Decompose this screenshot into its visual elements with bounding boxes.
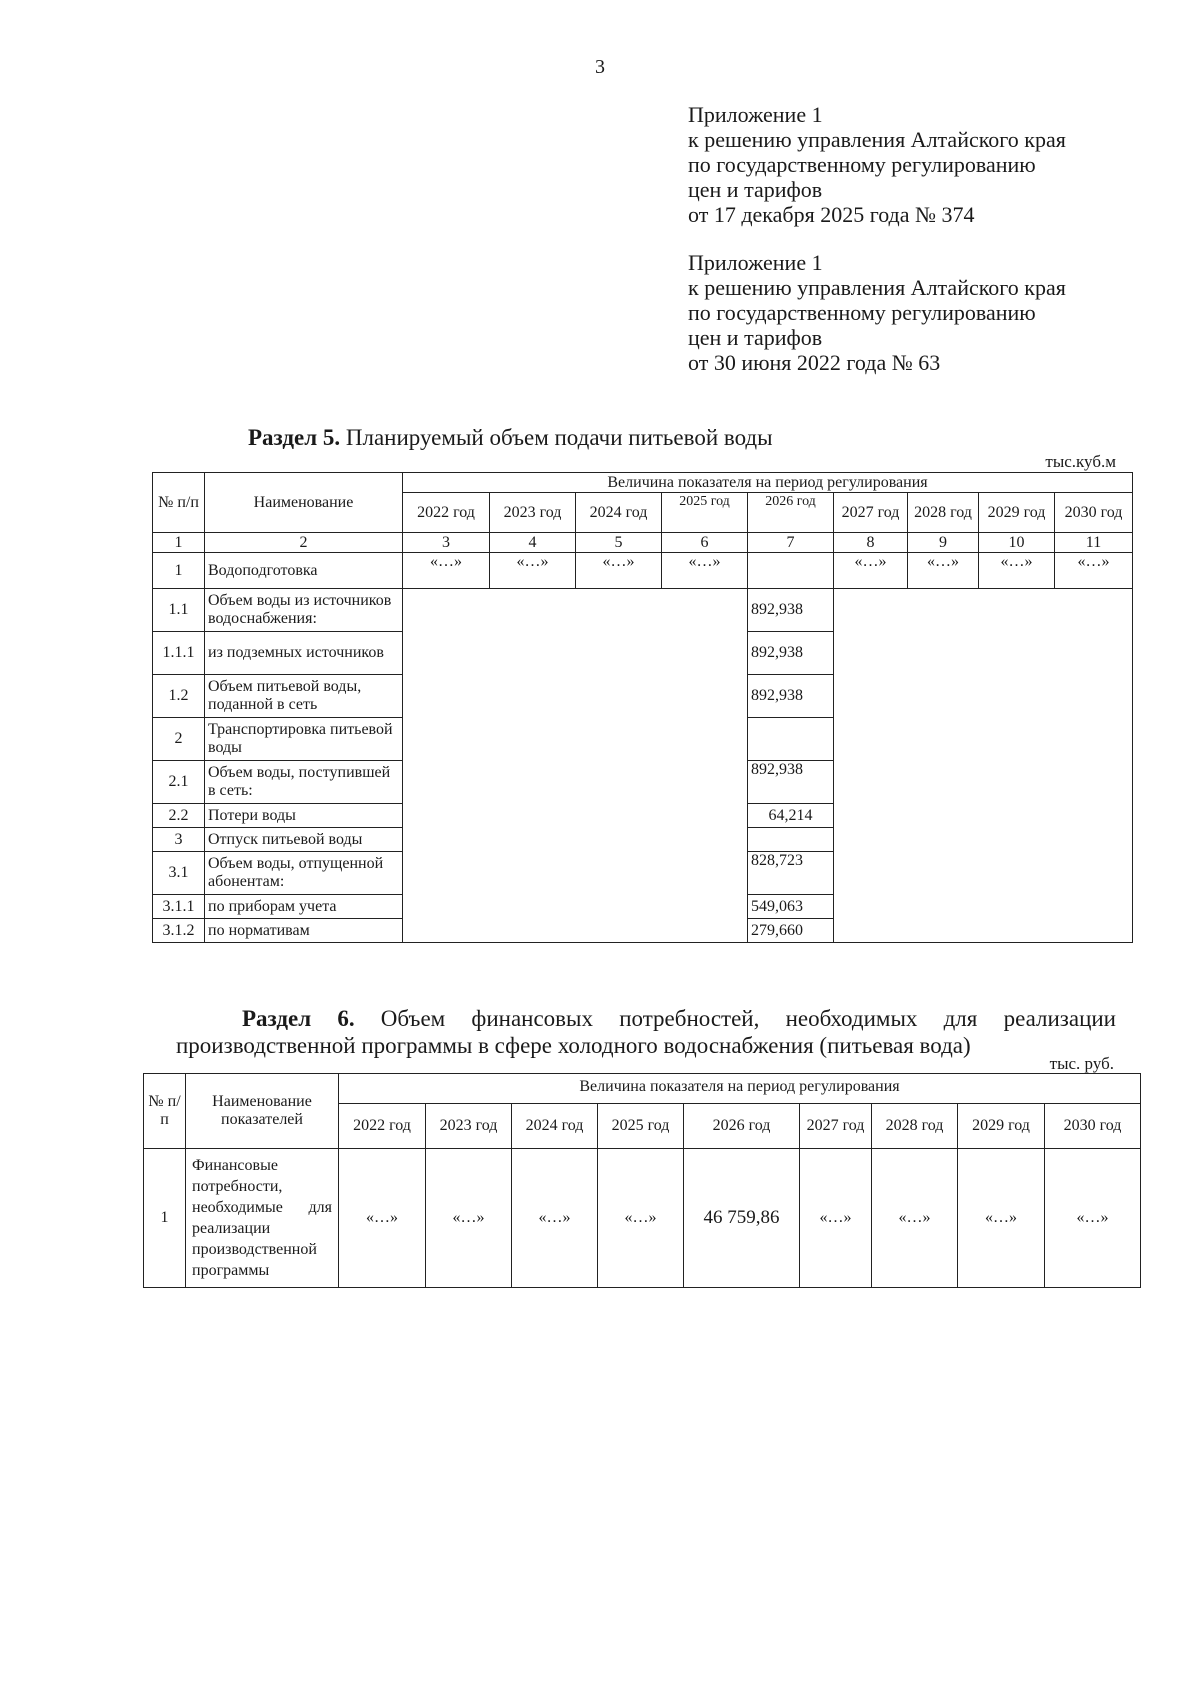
row-num: 2.1 [153, 761, 205, 804]
row-name: Объем питьевой воды, поданной в сеть [205, 675, 403, 718]
header-year: 2024 год [512, 1104, 598, 1149]
header-year: 2027 год [800, 1104, 872, 1149]
row-name: по нормативам [205, 919, 403, 943]
cell-value-2026: 892,938 [748, 761, 834, 804]
appendix-line: по государственному регулированию [688, 152, 1036, 177]
row-name: Водоподготовка [205, 553, 403, 589]
cell-value: «…» [958, 1149, 1045, 1288]
col-number: 11 [1055, 533, 1133, 553]
cell-value: «…» [834, 553, 908, 589]
appendix-line: Приложение 1 [688, 250, 823, 275]
cell-value: «…» [1055, 553, 1133, 589]
cell-value: «…» [1045, 1149, 1141, 1288]
appendix-line: по государственному регулированию [688, 300, 1036, 325]
row-num: 3.1.1 [153, 895, 205, 919]
row-name: по приборам учета [205, 895, 403, 919]
header-year: 2027 год [834, 493, 908, 533]
section5-title [248, 424, 773, 451]
row-num: 3.1.2 [153, 919, 205, 943]
section6-title-text: Объем финансовых потребностей, необходимых для реализации производственной программы в сфере холодного водоснабжения (питьевая вода) [176, 1006, 1116, 1058]
header-year: 2028 год [908, 493, 979, 533]
table-row [144, 1149, 1141, 1288]
appendix-line: к решению управления Алтайского края [688, 275, 1066, 300]
cell-value: «…» [403, 553, 490, 589]
row-name: Объем воды, поступившей в сеть: [205, 761, 403, 804]
header-year: 2026 год [684, 1104, 800, 1149]
cell-value: «…» [426, 1149, 512, 1288]
appendix-line: к решению управления Алтайского края [688, 127, 1066, 152]
empty-block-2022-2025 [403, 589, 748, 943]
section5-table [152, 472, 1133, 943]
cell-value: «…» [872, 1149, 958, 1288]
header-name: Наименование [205, 473, 403, 533]
appendix-line: цен и тарифов [688, 177, 823, 202]
section6-title-bold: Раздел 6. [242, 1006, 355, 1031]
row-name: Объем воды, отпущенной абонентам: [205, 852, 403, 895]
header-period: Величина показателя на период регулирования [339, 1074, 1141, 1104]
empty-block-2027-2030 [834, 589, 1133, 943]
header-year: 2023 год [426, 1104, 512, 1149]
cell-value: «…» [576, 553, 662, 589]
cell-value-2026: 46 759,86 [684, 1149, 800, 1288]
appendix-line: от 17 декабря 2025 года № 374 [688, 202, 975, 227]
col-number: 3 [403, 533, 490, 553]
cell-value: «…» [339, 1149, 426, 1288]
row-num: 2 [153, 718, 205, 761]
col-number: 8 [834, 533, 908, 553]
cell-value: «…» [800, 1149, 872, 1288]
cell-value: «…» [512, 1149, 598, 1288]
col-number: 9 [908, 533, 979, 553]
row-num: 1.1 [153, 589, 205, 632]
section6-table [143, 1073, 1141, 1288]
header-year: 2023 год [490, 493, 576, 533]
col-number: 1 [153, 533, 205, 553]
section5-unit: тыс.куб.м [1045, 452, 1116, 471]
row-num: 3.1 [153, 852, 205, 895]
header-year: 2022 год [339, 1104, 426, 1149]
appendix-line: Приложение 1 [688, 102, 823, 127]
col-number: 10 [979, 533, 1055, 553]
appendix-current-header [688, 102, 1066, 227]
row-num: 1 [153, 553, 205, 589]
cell-value-2026 [748, 718, 834, 761]
section5-title-bold: Раздел 5. [248, 425, 341, 450]
row-name: Финансовые потребности, необходимые для реализации производственной программы [186, 1149, 339, 1288]
section5-title-text: Планируемый объем подачи питьевой воды [340, 425, 773, 450]
cell-value: «…» [979, 553, 1055, 589]
col-number: 4 [490, 533, 576, 553]
cell-value-2026: 279,660 [748, 919, 834, 943]
col-number: 5 [576, 533, 662, 553]
row-name: из подземных источников [205, 632, 403, 675]
cell-value: «…» [908, 553, 979, 589]
cell-value: «…» [490, 553, 576, 589]
cell-value-2026: 892,938 [748, 589, 834, 632]
table-row [153, 553, 1133, 589]
cell-value-2026: 828,723 [748, 852, 834, 895]
cell-value-2026: 549,063 [748, 895, 834, 919]
header-year: 2029 год [958, 1104, 1045, 1149]
cell-value-2026: 64,214 [748, 804, 834, 828]
col-number: 6 [662, 533, 748, 553]
section6-title [176, 1005, 1116, 1059]
header-period: Величина показателя на период регулирования [403, 473, 1133, 493]
header-num: № п/п [153, 473, 205, 533]
header-year: 2028 год [872, 1104, 958, 1149]
row-num: 3 [153, 828, 205, 852]
header-year: 2030 год [1045, 1104, 1141, 1149]
col-number: 2 [205, 533, 403, 553]
cell-value-2026: 892,938 [748, 632, 834, 675]
cell-value-2026: 892,938 [748, 675, 834, 718]
row-num: 2.2 [153, 804, 205, 828]
cell-value: «…» [598, 1149, 684, 1288]
appendix-line: от 30 июня 2022 года № 63 [688, 350, 941, 375]
row-num: 1.2 [153, 675, 205, 718]
cell-value-2026 [748, 828, 834, 852]
row-num: 1.1.1 [153, 632, 205, 675]
page-number: 3 [595, 56, 605, 78]
header-year: 2025 год [662, 493, 748, 533]
appendix-original-header [688, 250, 1066, 375]
header-year: 2030 год [1055, 493, 1133, 533]
header-year: 2029 год [979, 493, 1055, 533]
row-name: Отпуск питьевой воды [205, 828, 403, 852]
table-row [153, 589, 1133, 632]
row-name: Объем воды из источников водоснабжения: [205, 589, 403, 632]
header-year: 2024 год [576, 493, 662, 533]
header-year: 2025 год [598, 1104, 684, 1149]
row-name: Транспортировка питьевой воды [205, 718, 403, 761]
appendix-line: цен и тарифов [688, 325, 823, 350]
row-num: 1 [144, 1149, 186, 1288]
cell-value-2026 [748, 553, 834, 589]
header-num: № п/ п [144, 1074, 186, 1149]
col-number: 7 [748, 533, 834, 553]
row-name: Потери воды [205, 804, 403, 828]
cell-value: «…» [662, 553, 748, 589]
header-year: 2026 год [748, 493, 834, 533]
header-year: 2022 год [403, 493, 490, 533]
header-name: Наименование показателей [186, 1074, 339, 1149]
section6-unit: тыс. руб. [1049, 1054, 1114, 1073]
